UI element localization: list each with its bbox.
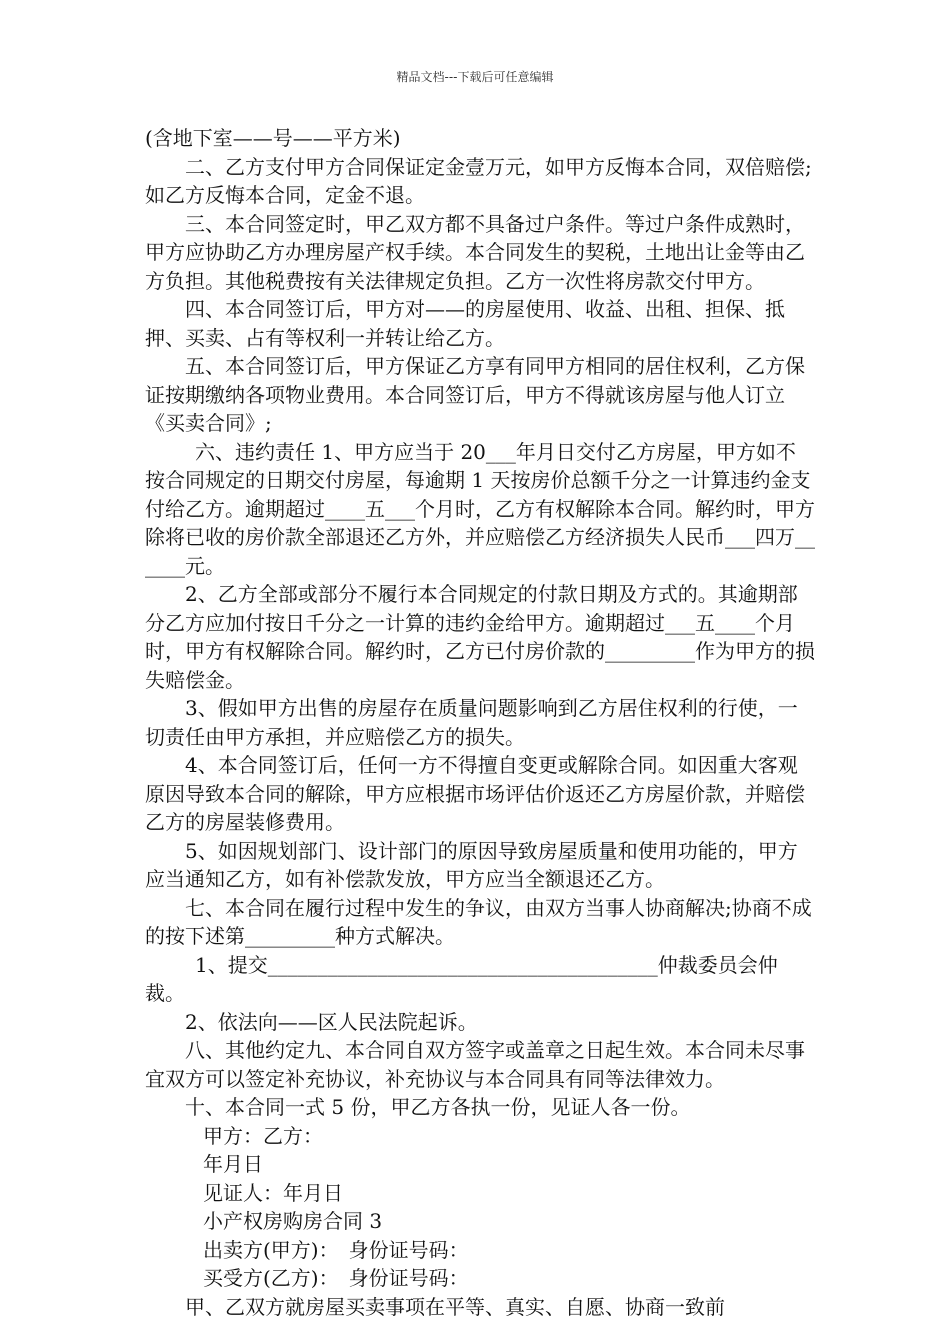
paragraph-preamble: 甲、乙双方就房屋买卖事项在平等、真实、自愿、协商一致前 [185,1294,725,1319]
paragraph-liability-1: 六、违约责任 1、甲方应当于 20___年月日交付乙方房屋，甲方如不按合同规定的日期交付房屋，每逾期 1 天按房价总额千分之一计算违约金支付给乙方。逾期超过____五___个月时，乙方有权解除本合同。解约时，甲方除将已收的房价款全部退还乙方外，并应赔偿乙方经济损失人民币___四万______元。 [145,439,815,578]
paragraph-liability-4: 4、本合同签订后，任何一方不得擅自变更或解除合同。如因重大客观原因导致本合同的解除，甲方应根据市场评估价返还乙方房屋价款，并赔偿乙方的房屋装修费用。 [145,753,805,834]
contract-title-3: 小产权房购房合同 3 [203,1209,383,1233]
witness-line: 见证人：年月日 [203,1180,343,1205]
page-header: 精品文档---下载后可任意编辑 [396,70,554,84]
paragraph-liability-5: 5、如因规划部门、设计部门的原因导致房屋质量和使用功能的，甲方应当通知乙方，如有补偿款发放，甲方应当全额退还乙方。 [145,838,798,891]
signature-parties: 甲方：乙方： [203,1123,323,1148]
paragraph-residence-rights: 五、本合同签订后，甲方保证乙方享有同甲方相同的居住权利，乙方保证按期缴纳各项物业费用。本合同签订后，甲方不得就该房屋与他人订立《买卖合同》; [145,354,805,435]
paragraph-arbitration: 1、提交_______________________________________仲裁委员会仲裁。 [145,952,778,1005]
seller-line: 出卖方(甲方)： 身份证号码： [203,1237,469,1262]
paragraph-liability-3: 3、假如甲方出售的房屋存在质量问题影响到乙方居住权利的行使，一切责任由甲方承担，并应赔偿乙方的损失。 [145,696,798,749]
signature-date: 年月日 [203,1152,263,1176]
paragraph-rights-transfer: 四、本合同签订后，甲方对——的房屋使用、收益、出租、担保、抵押、买卖、占有等权利一并转让给乙方。 [145,297,785,350]
paragraph-dispute: 七、本合同在履行过程中发生的争议，由双方当事人协商解决;协商不成的按下述第_________种方式解决。 [145,895,812,948]
paragraph-court: 2、依法向——区人民法院起诉。 [185,1009,478,1034]
paragraph-copies: 十、本合同一式 5 份，甲乙方各执一份，见证人各一份。 [185,1095,691,1119]
paragraph-liability-2: 2、乙方全部或部分不履行本合同规定的付款日期及方式的。其逾期部分乙方应加付按日千分之一计算的违约金给甲方。逾期超过___五____个月时，甲方有权解除合同。解约时，乙方已付房价款的_________作为甲方的损失赔偿金。 [145,582,815,692]
buyer-line: 买受方(乙方)： 身份证号码： [203,1266,469,1290]
paragraph-transfer-conditions: 三、本合同签定时，甲乙双方都不具备过户条件。等过户条件成熟时，甲方应协助乙方办理房屋产权手续。本合同发生的契税，土地出让金等由乙方负担。其他税费按有关法律规定负担。乙方一次性将房款交付甲方。 [145,211,805,293]
document-body [145,124,815,1321]
paragraph-area-note: (含地下室——号——平方米) [145,126,401,150]
paragraph-deposit: 二、乙方支付甲方合同保证定金壹万元，如甲方反悔本合同，双倍赔偿;如乙方反悔本合同，定金不退。 [145,154,812,207]
paragraph-other-terms: 八、其他约定九、本合同自双方签字或盖章之日起生效。本合同未尽事宜双方可以签定补充协议，补充协议与本合同具有同等法律效力。 [145,1038,805,1091]
